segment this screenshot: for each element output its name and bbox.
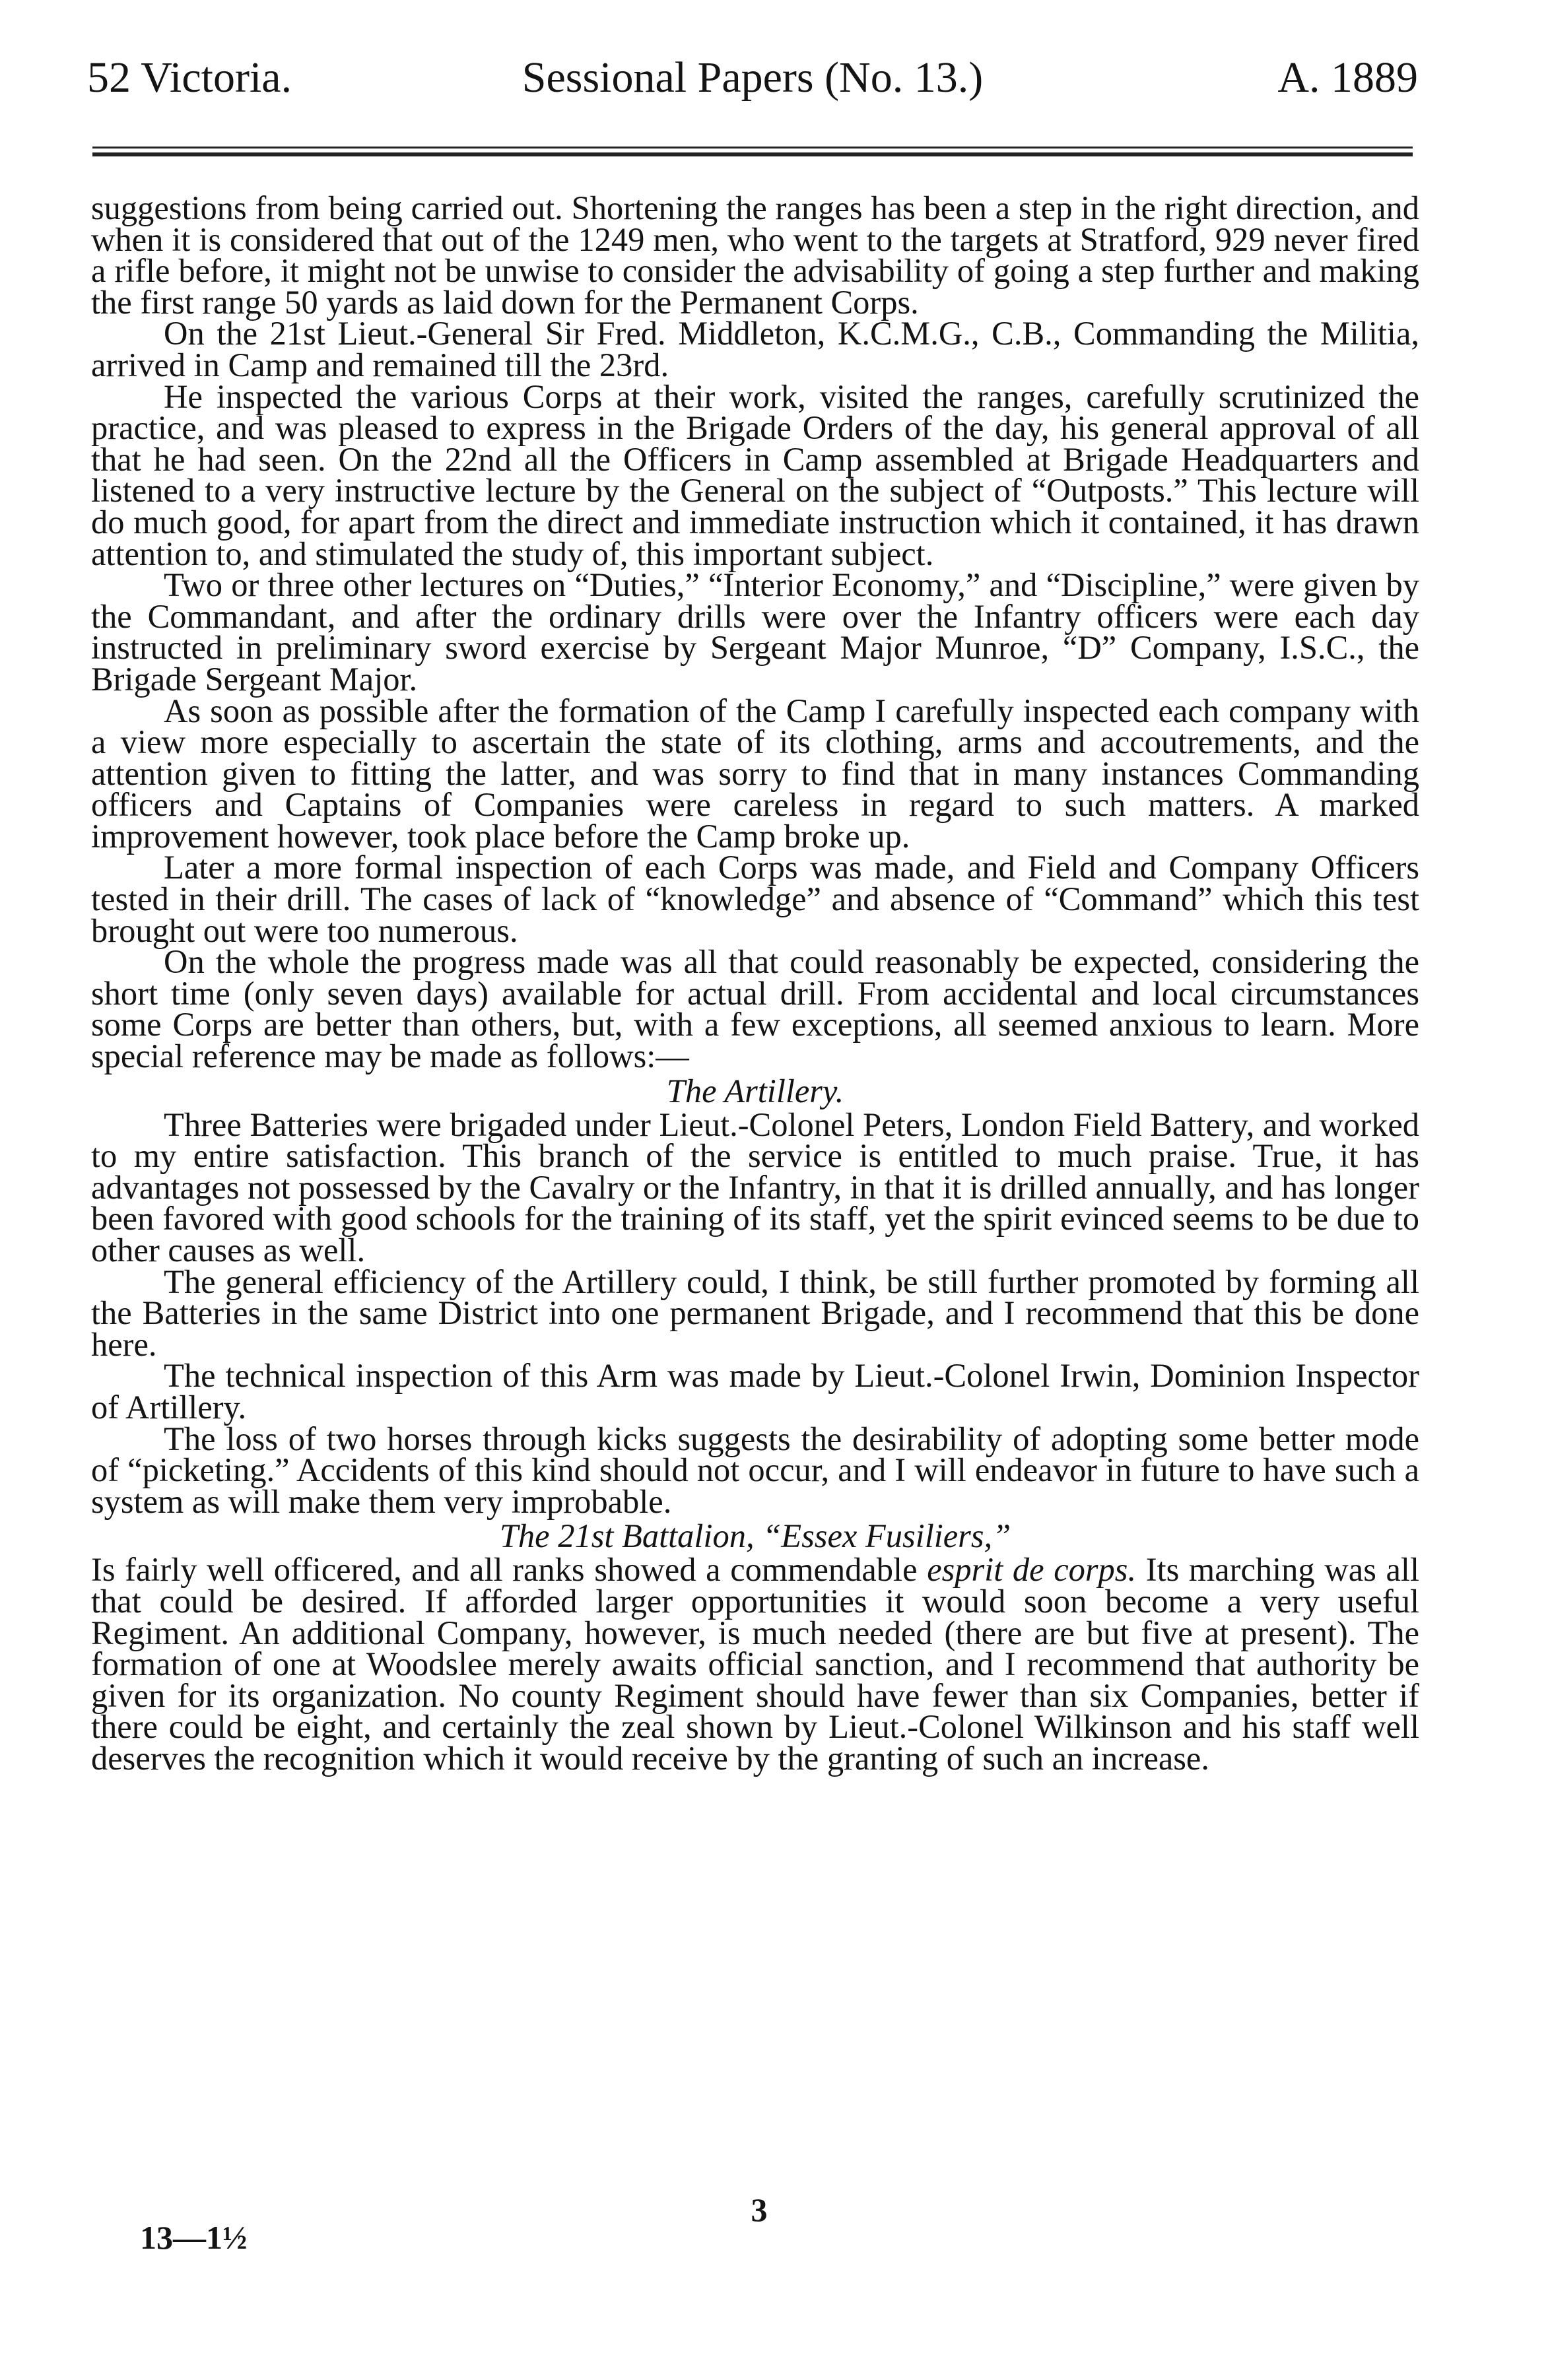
italic-phrase: esprit de corps.: [927, 1551, 1137, 1589]
paragraph-text: Its marching was all that could be desired. If afforded larger opportunities it would soon become a very useful Regiment. An additional Company, however, is much needed (there are but five at present). The formation of one at Woodslee merely awaits official sanction, and I recommend that authority be given for its organization. No county Regiment should have fewer than six Companies, better if there could be eight, and certainly the zeal shown by Lieut.-Colonel Wilkinson and his staff well deserves the recognition which it would receive by the granting of such an increase.: [91, 1551, 1419, 1777]
paragraph: Three Batteries were brigaded under Lieut.-Colonel Peters, London Field Battery, and worked to my entire satisfaction. This branch of the service is entitled to much praise. True, it has advantages not possessed by the Cavalry or the Infantry, in that it is drilled annually, and has longer been favored with good schools for the training of its staff, yet the spirit evinced seems to be due to other causes as well.: [91, 1106, 1419, 1269]
header-title: Sessional Papers (No. 13.): [522, 53, 984, 102]
running-header: [87, 38, 1418, 117]
paragraph: The loss of two horses through kicks suggests the desirability of adopting some better mode of “picketing.” Accidents of this kind should not occur, and I will endeavor in future to have such a system as will make them very improbable.: [91, 1420, 1419, 1520]
section-heading-artillery: The Artillery.: [666, 1072, 844, 1109]
paragraph: On the whole the progress made was all that could reasonably be expected, considering the short time (only seven days) available for actual drill. From accidental and local circumstances some Corps are better than others, but, with a few exceptions, all seemed anxious to learn. More special reference may be made as follows:—: [91, 943, 1419, 1075]
section-heading-21st-battalion: The 21st Battalion, “Essex Fusiliers,”: [499, 1517, 1011, 1555]
paragraph: [91, 1551, 1419, 1777]
paragraph: The technical inspection of this Arm was made by Lieut.-Colonel Irwin, Dominion Inspector of Artillery.: [91, 1357, 1419, 1426]
body-text: [91, 189, 1419, 1777]
header-session: 52 Victoria.: [87, 53, 292, 102]
paragraph: As soon as possible after the formation of the Camp I carefully inspected each company with a view more especially to ascertain the state of its clothing, arms and accoutrements, and the attention given to fitting the latter, and was sorry to find that in many instances Commanding officers and Captains of Companies were careless in regard to such matters. A marked improvement however, took place before the Camp broke up.: [91, 692, 1419, 855]
header-rule-thin: [92, 147, 1413, 149]
paragraph: Two or three other lectures on “Duties,” “Interior Economy,” and “Discipline,” were given by the Commandant, and after the ordinary drills were over the Infantry officers were each day instructed in preliminary sword exercise by Sergeant Major Munroe, “D” Company, I.S.C., the Brigade Sergeant Major.: [91, 566, 1419, 698]
printer-signature-mark: 13—1½: [140, 2219, 248, 2256]
paragraph: Later a more formal inspection of each Corps was made, and Field and Company Officers tested in their drill. The cases of lack of “knowledge” and absence of “Command” which this test brought out were too numerous.: [91, 849, 1419, 949]
paragraph: He inspected the various Corps at their work, visited the ranges, carefully scrutinized the practice, and was pleased to express in the Brigade Orders of the day, his general approval of all that he had seen. On the 22nd all the Officers in Camp assembled at Brigade Headquarters and listened to a very instructive lecture by the General on the subject of “Outposts.” This lecture will do much good, for apart from the direct and immediate instruction which it contained, it has drawn attention to, and stimulated the study of, this important subject.: [91, 378, 1419, 572]
paragraph: suggestions from being carried out. Shortening the ranges has been a step in the right direction, and when it is considered that out of the 1249 men, who went to the targets at Stratford, 929 never fired a rifle before, it might not be unwise to consider the advisability of going a step further and making the first range 50 yards as laid down for the Permanent Corps.: [91, 189, 1419, 321]
page-number: 3: [751, 2191, 768, 2228]
header-rule-thick: [92, 152, 1413, 156]
paragraph-text: Is fairly well officered, and all ranks showed a commendable: [91, 1551, 927, 1589]
header-year: A. 1889: [1277, 53, 1418, 102]
paragraph: The general efficiency of the Artillery could, I think, be still further promoted by forming all the Batteries in the same District into one permanent Brigade, and I recommend that this be done here.: [91, 1263, 1419, 1363]
paragraph: On the 21st Lieut.-General Sir Fred. Middleton, K.C.M.G., C.B., Commanding the Militia, arrived in Camp and remained till the 23rd.: [91, 315, 1419, 383]
